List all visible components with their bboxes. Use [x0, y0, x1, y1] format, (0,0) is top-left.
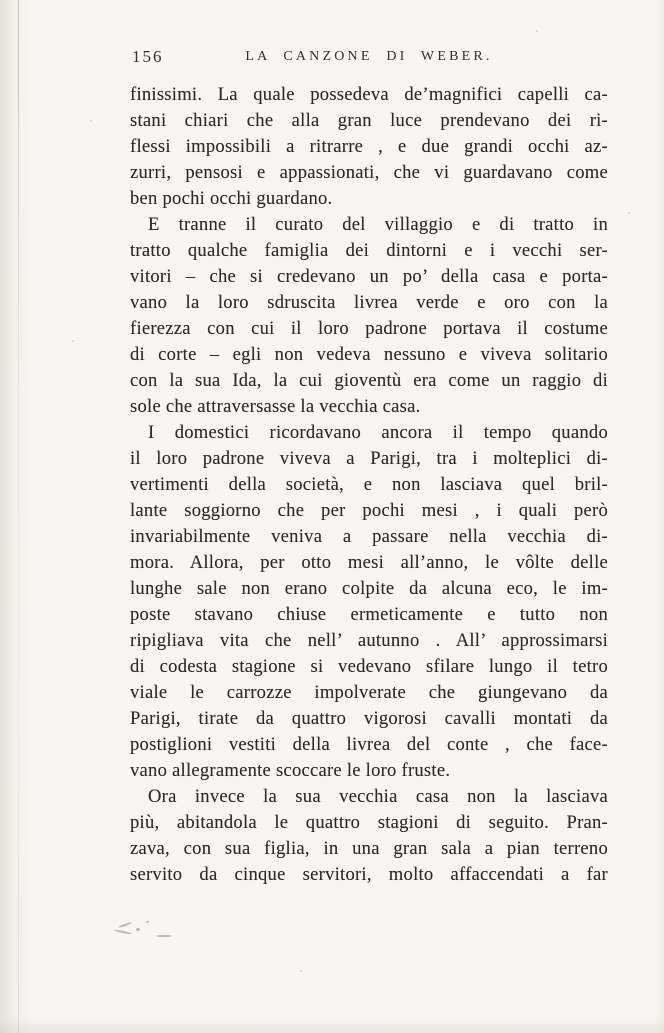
page-fold-line: [18, 0, 19, 1033]
running-title: LA CANZONE DI WEBER.: [245, 49, 493, 64]
paragraph: [130, 82, 608, 212]
page-header: [130, 47, 608, 69]
text-line: vitori – che si credevano un po’ della casa e porta-: [130, 266, 608, 287]
text-line: lante soggiorno che per pochi mesi , i quali però: [130, 500, 608, 521]
paper-speck: [300, 970, 302, 972]
text-line: flessi impossibili a ritrarre , e due grandi occhi az-: [130, 136, 608, 157]
text-line: Parigi, tirate da quattro vigorosi cavalli montati da: [130, 708, 608, 729]
text-line: I domestici ricordavano ancora il tempo quando: [148, 422, 608, 443]
text-line: ben pochi occhi guardano.: [130, 188, 333, 209]
text-line: sole che attraversasse la vecchia casa.: [130, 396, 421, 417]
text-line: invariabilmente veniva a passare nella vecchia di-: [130, 526, 608, 547]
text-line: stani chiari che alla gran luce prendevano dei ri-: [130, 110, 608, 131]
text-line: il loro padrone viveva a Parigi, tra i molteplici di-: [130, 448, 608, 469]
text-line: tratto qualche famiglia dei dintorni e i vecchi ser-: [130, 240, 608, 261]
text-line: servito da cinque servitori, molto affaccendati a far: [130, 864, 608, 885]
ink-smudge: [112, 918, 190, 948]
text-line: di corte – egli non vedeva nessuno e viveva solitario: [130, 344, 608, 365]
text-line: E tranne il curato del villaggio e di tratto in: [148, 214, 608, 235]
text-line: zurri, pensosi e appassionati, che vi guardavano come: [130, 162, 608, 183]
text-line: vertimenti della società, e non lasciava quel bril-: [130, 474, 608, 495]
text-line: più, abitandola le quattro stagioni di seguito. Pran-: [130, 812, 608, 833]
paragraph: [130, 784, 608, 888]
text-line: viale le carrozze impolverate che giungevano da: [130, 682, 608, 703]
text-line: finissimi. La quale possedeva de’magnifici capelli ca-: [130, 84, 608, 105]
paper-speck: [536, 30, 538, 32]
paper-speck: [628, 212, 630, 214]
text-line: vano la loro sdruscita livrea verde e oro con la: [130, 292, 608, 313]
paper-speck: [72, 340, 74, 342]
text-line: zava, con sua figlia, in una gran sala a pian terreno: [130, 838, 608, 859]
text-line: lunghe sale non erano colpite da alcuna eco, le im-: [130, 578, 608, 599]
text-line: Ora invece la sua vecchia casa non la lasciava: [148, 786, 608, 807]
paper-speck: [90, 120, 92, 122]
paragraph: [130, 212, 608, 420]
text-line: mora. Allora, per otto mesi all’anno, le vôlte delle: [130, 552, 608, 573]
text-line: con la sua Ida, la cui gioventù era come un raggio di: [130, 370, 608, 391]
text-line: poste stavano chiuse ermeticamente e tutto non: [130, 604, 608, 625]
text-line: di codesta stagione si vedevano sfilare lungo il tetro: [130, 656, 608, 677]
text-line: postiglioni vestiti della livrea del conte , che face-: [130, 734, 608, 755]
text-block: [130, 82, 608, 888]
text-line: ripigliava vita che nell’ autunno . All’ approssimarsi: [130, 630, 608, 651]
text-line: vano allegramente scoccare le loro fruste.: [130, 760, 451, 781]
text-line: fierezza con cui il loro padrone portava il costume: [130, 318, 608, 339]
page-number: 156: [132, 47, 164, 66]
paragraph: [130, 420, 608, 784]
